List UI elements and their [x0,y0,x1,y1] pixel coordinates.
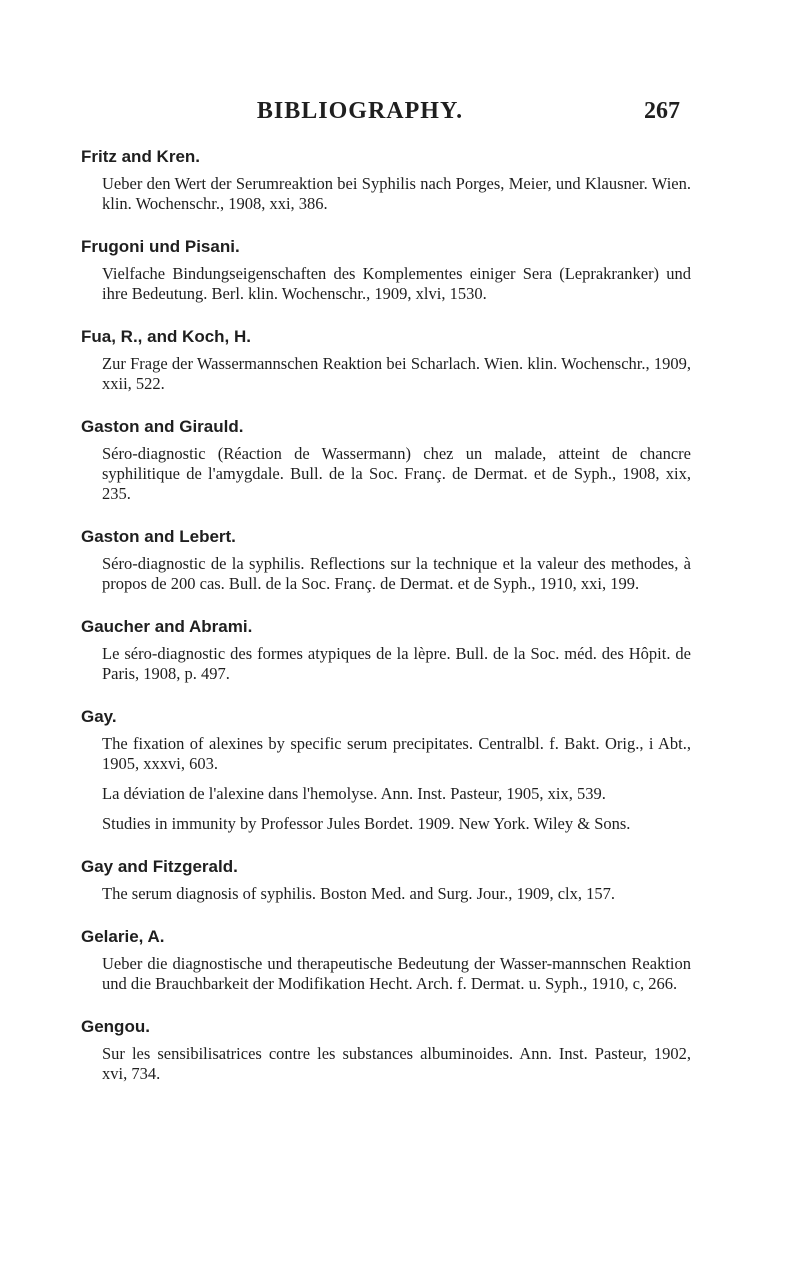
entry-reference: Studies in immunity by Professor Jules Bordet. 1909. New York. Wiley & Sons. [102,814,631,833]
entry-reference: La déviation de l'alexine dans l'hemolyse. Ann. Inst. Pasteur, 1905, xix, 539. [102,784,606,803]
entry-reference: Vielfache Bindungseigenschaften des Komplementes einiger Sera (Leprakranker) und ihre Bedeutung. Berl. klin. Wochenschr., 1909, xlvi, 1530. [102,264,691,303]
bibliography-list [81,146,691,1106]
bibliography-entry [81,236,691,304]
entry-author: Fua, R., and Koch, H. [81,327,252,346]
entry-author: Gelarie, A. [81,927,165,946]
bibliography-entry [81,416,691,504]
entry-reference: Séro-diagnostic de la syphilis. Reflections sur la technique et la valeur des methodes, à propos de 200 cas. Bull. de la Soc. Franç. de Dermat. et de Syph., 1910, xxi, 199. [102,554,691,593]
entry-reference: Sur les sensibilisatrices contre les substances albuminoides. Ann. Inst. Pasteur, 1902, xvi, 734. [102,1044,691,1083]
entry-reference: Séro-diagnostic (Réaction de Wassermann) chez un malade, atteint de chancre syphilitique de l'amygdale. Bull. de la Soc. Franç. de Dermat. et de Syph., 1908, xix, 235. [102,444,691,503]
entry-reference: The fixation of alexines by specific serum precipitates. Centralbl. f. Bakt. Orig., i Abt., 1905, xxxvi, 603. [102,734,691,773]
running-head [40,98,680,132]
entry-author: Gay and Fitzgerald. [81,857,238,876]
entry-reference: Ueber den Wert der Serumreaktion bei Syphilis nach Porges, Meier, und Klausner. Wien. klin. Wochenschr., 1908, xxi, 386. [102,174,691,213]
entry-author: Gaucher and Abrami. [81,617,253,636]
page-title: BIBLIOGRAPHY. [256,98,464,124]
bibliography-entry [81,616,691,684]
entry-author: Gaston and Girauld. [81,417,244,436]
entry-author: Fritz and Kren. [81,147,201,166]
page-number: 267 [644,98,680,124]
bibliography-entry [81,706,691,834]
entry-author: Gaston and Lebert. [81,527,236,546]
entry-author: Frugoni und Pisani. [81,237,240,256]
bibliography-entry [81,326,691,394]
bibliography-entry [81,146,691,214]
bibliography-entry [81,926,691,994]
bibliography-entry [81,1016,691,1084]
entry-reference: Ueber die diagnostische und therapeutische Bedeutung der Wasser-mannschen Reaktion und die Brauchbarkeit der Modifikation Hecht. Arch. f. Dermat. u. Syph., 1910, c, 266. [102,954,691,993]
entry-author: Gay. [81,707,117,726]
bibliography-entry [81,526,691,594]
entry-reference: Zur Frage der Wassermannschen Reaktion bei Scharlach. Wien. klin. Wochenschr., 1909, xxii, 522. [102,354,691,393]
entry-reference: The serum diagnosis of syphilis. Boston Med. and Surg. Jour., 1909, clx, 157. [102,884,616,903]
entry-reference: Le séro-diagnostic des formes atypiques de la lèpre. Bull. de la Soc. méd. des Hôpit. de Paris, 1908, p. 497. [102,644,691,683]
entry-author: Gengou. [81,1017,150,1036]
bibliography-entry [81,856,691,904]
